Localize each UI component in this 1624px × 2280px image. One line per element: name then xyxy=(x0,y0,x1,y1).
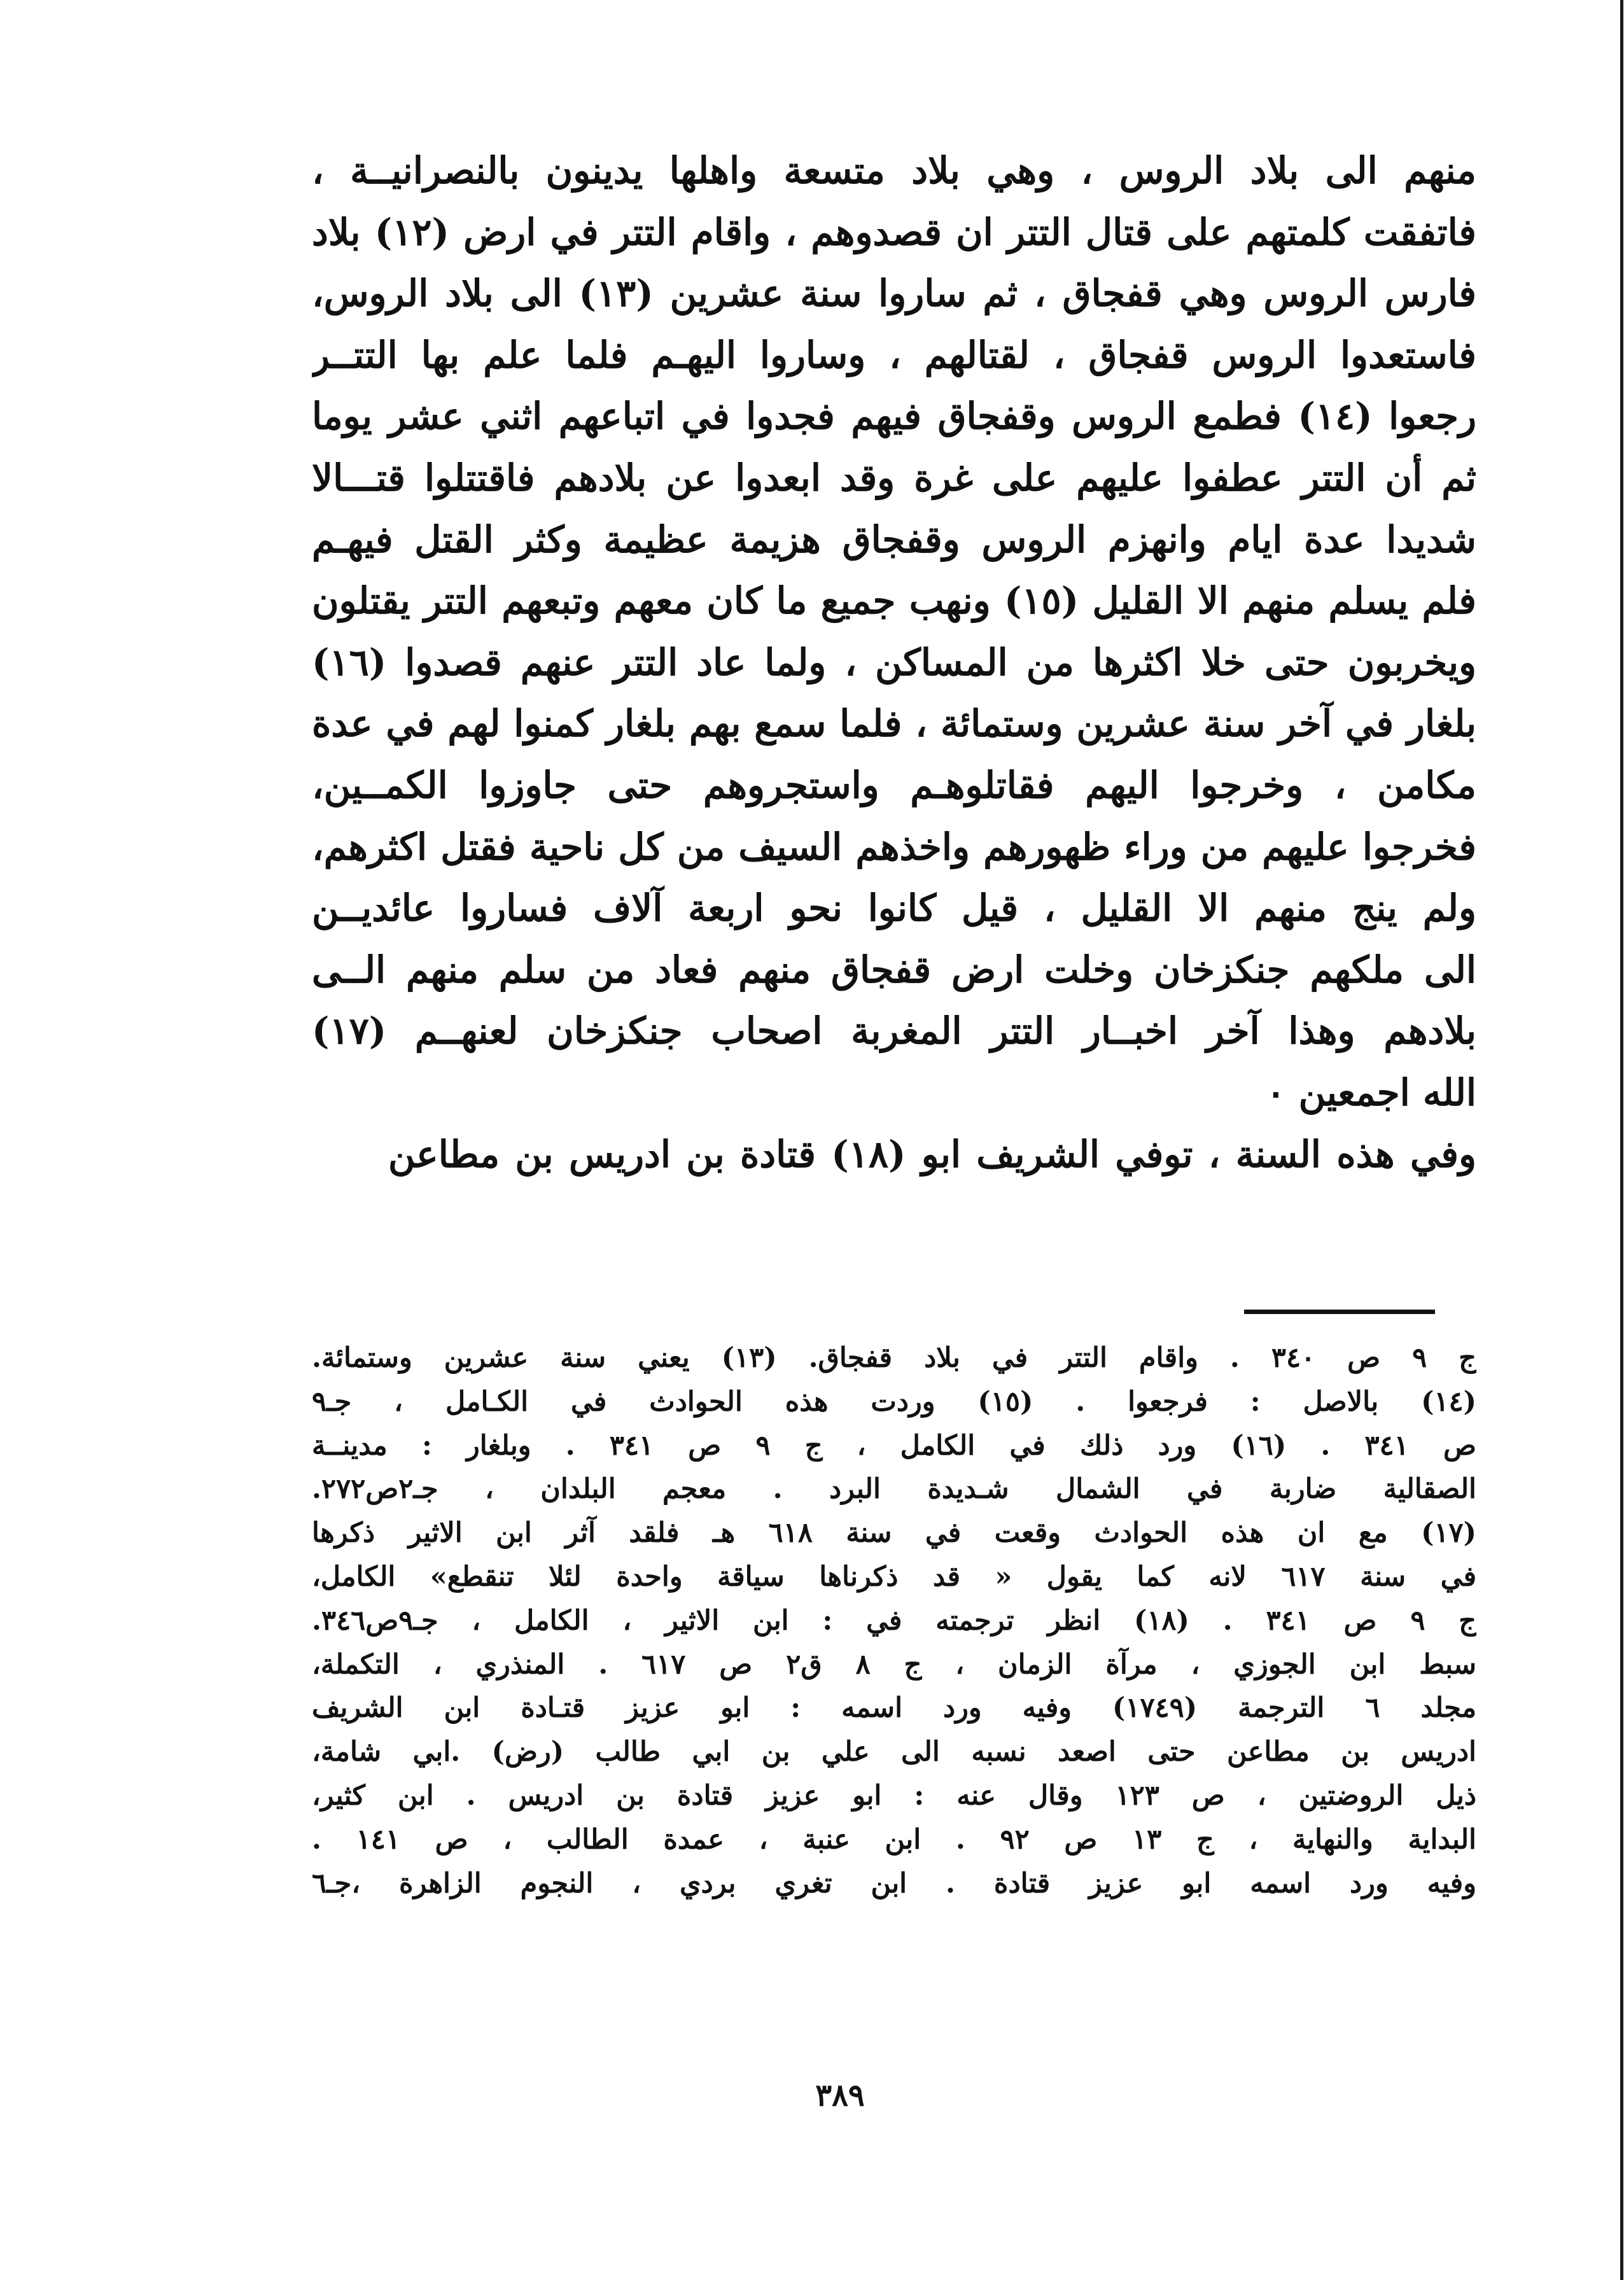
body-line: فاتفقت كلمتهم على قتال التتر ان قصدوهم ، واقام التتر في ارض (١٢) بلاد xyxy=(312,210,1476,254)
body-line: فاستعدوا الروس قفجاق ، لقتالهم ، وساروا اليهـم فلما علم بها التتــر xyxy=(312,333,1476,377)
body-line: فلم يسلم منهم الا القليل (١٥) ونهب جميع ما كان معهم وتبعهم التتر يقتلون xyxy=(312,579,1476,623)
body-line: مكامن ، وخرجوا اليهم فقاتلوهـم واستجروهم حتى جاوزوا الكمــين، xyxy=(312,763,1476,807)
page-number: ٣٨٩ xyxy=(815,2078,865,2113)
body-line: شديدا عدة ايام وانهزم الروس وقفجاق هزيمة عظيمة وكثر القتل فيهـم xyxy=(312,517,1476,561)
footnote-line: ذيل الروضتين ، ص ١٢٣ وقال عنه : ابو عزيز قتادة بن ادريس . ابن كثير، xyxy=(312,1779,1476,1812)
body-line: ثم أن التتر عطفوا عليهم على غرة وقد ابعدوا عن بلادهم فاقتتلوا قتـــالا xyxy=(312,456,1476,500)
body-line: وفي هذه السنة ، توفي الشريف ابو (١٨) قتادة بن ادريس بن مطاعن xyxy=(388,1132,1476,1176)
body-line: فارس الروس وهي قفجاق ، ثم ساروا سنة عشرين (١٣) الى بلاد الروس، xyxy=(312,272,1476,316)
footnote-line: ج ٩ ص ٣٤٠ . واقام التتر في بلاد قفجاق. (١٣) يعني سنة عشرين وستمائة. xyxy=(312,1342,1476,1374)
footnote-line: (١٤) بالاصل : فرجعوا . (١٥) وردت هذه الحوادث في الكـامل ، جـ٩ xyxy=(312,1385,1476,1418)
footnote-separator xyxy=(1244,1310,1435,1314)
body-line: رجعوا (١٤) فطمع الروس وقفجاق فيهم فجدوا في اتباعهم اثني عشر يوما xyxy=(312,395,1476,438)
footnote-line: الصقالية ضاربة في الشمال شـديدة البرد . معجم البلدان ، جـ٢ص٢٧٢. xyxy=(312,1473,1476,1506)
page-edge-line xyxy=(1620,0,1623,2280)
footnote-line: ص ٣٤١ . (١٦) ورد ذلك في الكامل ، ج ٩ ص ٣٤١ . وبلغار : مدينــة xyxy=(312,1429,1476,1462)
footnote-line: في سنة ٦١٧ لانه كما يقول « قد ذكرناها سياقة واحدة لئلا تنقطع» الكامل، xyxy=(312,1560,1476,1593)
footnotes-block xyxy=(312,1336,1476,1905)
body-line: الى ملكهم جنكزخان وخلت ارض قفجاق منهم فعاد من سلم منهم الــى xyxy=(312,948,1476,991)
footnote-line: مجلد ٦ الترجمة (١٧٤٩) وفيه ورد اسمه : ابو عزيز قتـادة ابن الشريف xyxy=(312,1692,1476,1724)
footnote-line: ادريس بن مطاعن حتى اصعد نسبه الى علي بن ابي طالب (رض) .ابي شامة، xyxy=(312,1736,1476,1768)
body-line: ولم ينج منهم الا القليل ، قيل كانوا نحو اربعة آلاف فساروا عائديــن xyxy=(312,886,1476,930)
footnote-line: سبط ابن الجوزي ، مرآة الزمان ، ج ٨ ق٢ ص ٦١٧ . المنذري ، التكملة، xyxy=(312,1648,1476,1681)
main-text-block xyxy=(312,140,1476,1185)
footnote-line: (١٧) مع ان هذه الحوادث وقعت في سنة ٦١٨ هـ فلقد آثر ابن الاثير ذكرها xyxy=(312,1517,1476,1549)
body-paragraph xyxy=(312,140,1476,1185)
body-line: ويخربون حتى خلا اكثرها من المساكن ، ولما عاد التتر عنهم قصدوا (١٦) xyxy=(312,640,1476,684)
footnote-line: البداية والنهاية ، ج ١٣ ص ٩٢ . ابن عنبة ، عمدة الطالب ، ص ١٤١ . xyxy=(312,1823,1476,1856)
footnote-line: وفيه ورد اسمه ابو عزيز قتادة . ابن تغري بردي ، النجوم الزاهرة ،جـ٦ xyxy=(312,1867,1476,1899)
footnote-line: ج ٩ ص ٣٤١ . (١٨) انظر ترجمته في : ابن الاثير ، الكامل ، جـ٩ص٣٤٦. xyxy=(312,1604,1476,1637)
body-line: الله اجمعين ٠ xyxy=(1266,1070,1476,1114)
body-line: منهم الى بلاد الروس ، وهي بلاد متسعة واهلها يدينون بالنصرانيــة ، xyxy=(312,149,1476,192)
body-line: بلغار في آخر سنة عشرين وستمائة ، فلما سمع بهم بلغار كمنوا لهم في عدة xyxy=(312,702,1476,746)
body-line: بلادهم وهذا آخر اخبــار التتر المغربة اصحاب جنكزخان لعنهــم (١٧) xyxy=(312,1009,1476,1053)
body-line: فخرجوا عليهم من وراء ظهورهم واخذهم السيف من كل ناحية فقتل اكثرهم، xyxy=(312,825,1476,869)
